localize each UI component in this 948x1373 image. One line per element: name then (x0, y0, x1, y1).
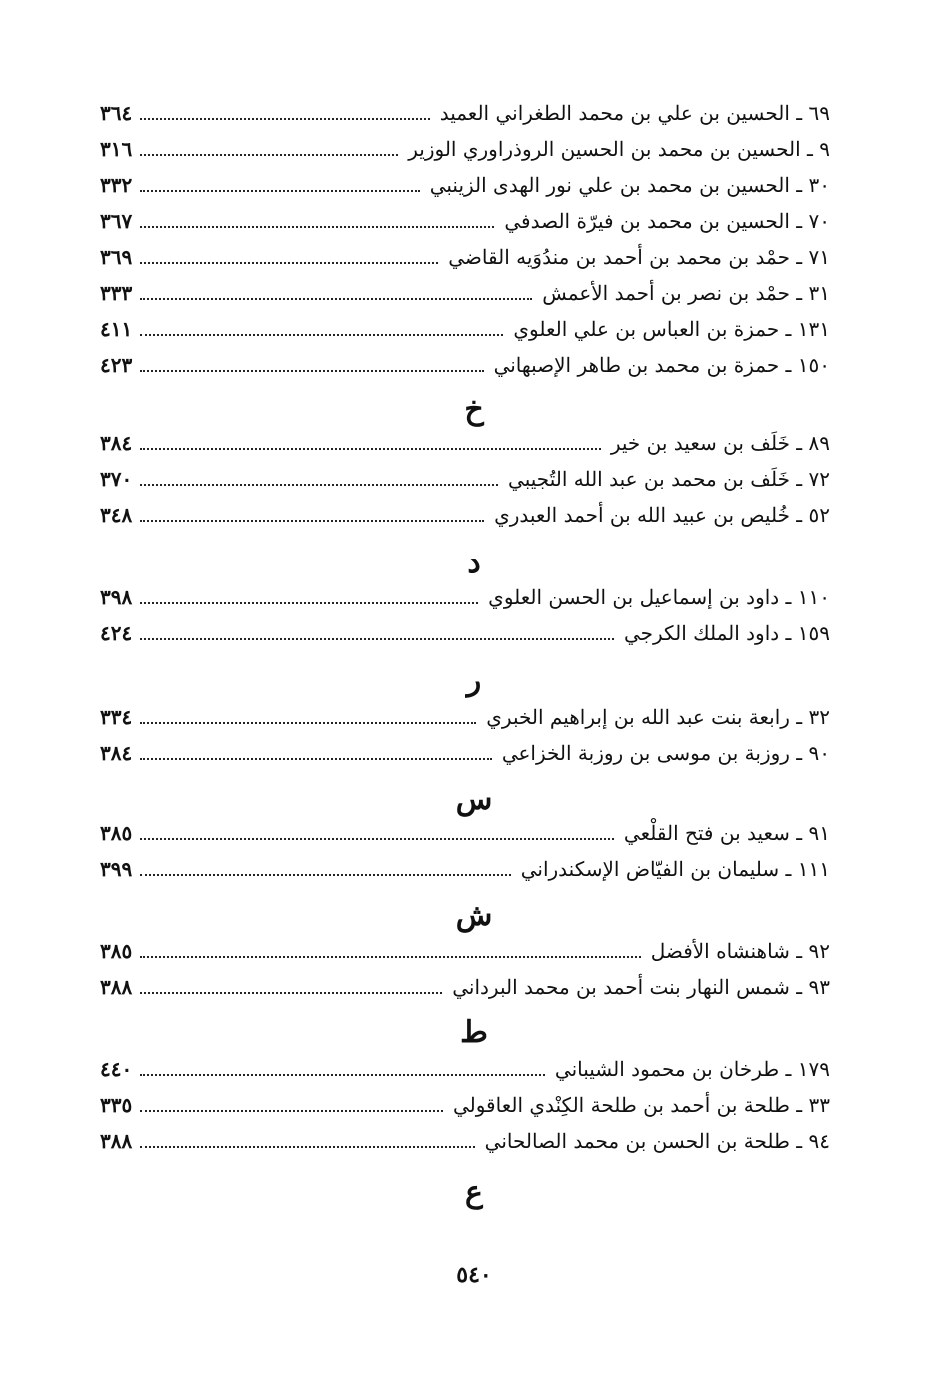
section-letter-heading: س (455, 782, 493, 817)
entry-page-number: ٣٨٤ (100, 431, 133, 455)
entry-title: ١٧٩ ـ طرخان بن محمود الشيباني (554, 1057, 830, 1081)
dot-leader (140, 154, 398, 156)
index-entry (100, 700, 830, 734)
entry-page-number: ٣٣٥ (100, 1093, 133, 1117)
index-entry (100, 462, 830, 496)
index-entry (100, 1088, 830, 1122)
index-entry (100, 168, 830, 202)
index-entry (100, 1052, 830, 1086)
entry-title: ٧٢ ـ خَلَف بن محمد بن عبد الله التُجيبي (508, 467, 830, 491)
index-entry (100, 736, 830, 770)
dot-leader (140, 602, 478, 604)
entry-title: ٩٣ ـ شمس النهار بنت أحمد بن محمد البرداني (452, 975, 830, 999)
entry-page-number: ٣٨٤ (100, 741, 133, 765)
dot-leader (140, 370, 483, 372)
entry-title: ٧١ ـ حمْد بن محمد بن أحمد بن مندُوَيه القاضي (448, 245, 830, 269)
index-entry (100, 426, 830, 460)
index-entry (100, 96, 830, 130)
entry-title: ٨٩ ـ خَلَف بن سعيد بن خير (610, 431, 830, 455)
index-entry (100, 616, 830, 650)
dot-leader (140, 118, 429, 120)
entry-page-number: ٣٣٤ (100, 705, 133, 729)
dot-leader (140, 262, 438, 264)
entry-title: ٧٠ ـ الحسين بن محمد بن فيرّة الصدفي (504, 209, 830, 233)
entry-page-number: ٣٨٨ (100, 975, 133, 999)
dot-leader (140, 298, 532, 300)
entry-page-number: ٣٨٥ (100, 939, 133, 963)
index-entry (100, 1124, 830, 1158)
entry-title: ١١٠ ـ داود بن إسماعيل بن الحسن العلوي (488, 585, 830, 609)
entry-title: ١٣١ ـ حمزة بن العباس بن علي العلوي (513, 317, 830, 341)
index-entry (100, 970, 830, 1004)
dot-leader (140, 1074, 545, 1076)
entry-title: ١١١ ـ سليمان بن الفيّاض الإسكندراني (520, 857, 830, 881)
entry-title: ٣٣ ـ طلحة بن أحمد بن طلحة الكِنْدي العاقولي (452, 1093, 830, 1117)
index-entry (100, 276, 830, 310)
index-entry (100, 348, 830, 382)
entry-page-number: ٣١٦ (100, 137, 133, 161)
dot-leader (140, 992, 442, 994)
entry-page-number: ٤١١ (100, 317, 133, 341)
entry-page-number: ٣٦٤ (100, 101, 133, 125)
index-entry (100, 934, 830, 968)
entry-title: ٩ ـ الحسين بن محمد بن الحسين الروذراوري الوزير (408, 137, 830, 161)
entry-title: ٣١ ـ حمْد بن نصر بن أحمد الأعمش (542, 281, 830, 305)
dot-leader (140, 226, 494, 228)
section-letter-heading: خ (464, 392, 484, 427)
page-number: ٥٤٠ (456, 1262, 492, 1288)
entry-page-number: ٣٩٩ (100, 857, 133, 881)
dot-leader (140, 956, 640, 958)
dot-leader (140, 838, 614, 840)
entry-page-number: ٤٤٠ (100, 1057, 133, 1081)
dot-leader (140, 722, 476, 724)
entry-title: ٣٢ ـ رابعة بنت عبد الله بن إبراهيم الخبري (486, 705, 830, 729)
entry-page-number: ٣٣٢ (100, 173, 133, 197)
index-entry (100, 240, 830, 274)
dot-leader (140, 190, 419, 192)
entry-page-number: ٣٨٨ (100, 1129, 133, 1153)
section-letter-heading: ط (460, 1015, 488, 1050)
section-letter-heading: ر (466, 663, 482, 698)
entry-title: ٩٢ ـ شاهنشاه الأفضل (650, 939, 830, 963)
entry-title: ٩١ ـ سعيد بن فتح القلْعي (623, 821, 830, 845)
dot-leader (140, 1110, 443, 1112)
entry-page-number: ٣٨٥ (100, 821, 133, 845)
index-entry (100, 132, 830, 166)
entry-title: ٣٠ ـ الحسين بن محمد بن علي نور الهدى الزينبي (429, 173, 830, 197)
entry-title: ٩٠ ـ روزبة بن موسى بن روزبة الخزاعي (501, 741, 830, 765)
section-letter-heading: د (467, 545, 481, 580)
section-letter-heading: ش (455, 898, 493, 933)
entry-title: ١٥٩ ـ داود الملك الكرجي (623, 621, 830, 645)
dot-leader (140, 758, 492, 760)
entry-page-number: ٣٤٨ (100, 503, 133, 527)
entry-page-number: ٣٦٩ (100, 245, 133, 269)
entry-title: ٥٢ ـ خُليص بن عبيد الله بن أحمد العبدري (494, 503, 830, 527)
dot-leader (140, 1146, 474, 1148)
entry-page-number: ٣٣٣ (100, 281, 133, 305)
entry-page-number: ٣٩٨ (100, 585, 133, 609)
dot-leader (140, 520, 484, 522)
dot-leader (140, 874, 511, 876)
entry-page-number: ٣٧٠ (100, 467, 133, 491)
index-entry (100, 312, 830, 346)
index-entry (100, 852, 830, 886)
section-letter-heading: ع (465, 1175, 483, 1210)
dot-leader (140, 334, 503, 336)
entry-title: ٩٤ ـ طلحة بن الحسن بن محمد الصالحاني (484, 1129, 830, 1153)
dot-leader (140, 484, 498, 486)
index-entry (100, 498, 830, 532)
index-entry (100, 816, 830, 850)
index-entry (100, 580, 830, 614)
entry-page-number: ٣٦٧ (100, 209, 133, 233)
index-entry (100, 204, 830, 238)
dot-leader (140, 638, 614, 640)
entry-page-number: ٤٢٤ (100, 621, 133, 645)
entry-title: ٦٩ ـ الحسين بن علي بن محمد الطغراني العميد (439, 101, 830, 125)
entry-title: ١٥٠ ـ حمزة بن محمد بن طاهر الإصبهاني (493, 353, 830, 377)
dot-leader (140, 448, 601, 450)
entry-page-number: ٤٢٣ (100, 353, 133, 377)
